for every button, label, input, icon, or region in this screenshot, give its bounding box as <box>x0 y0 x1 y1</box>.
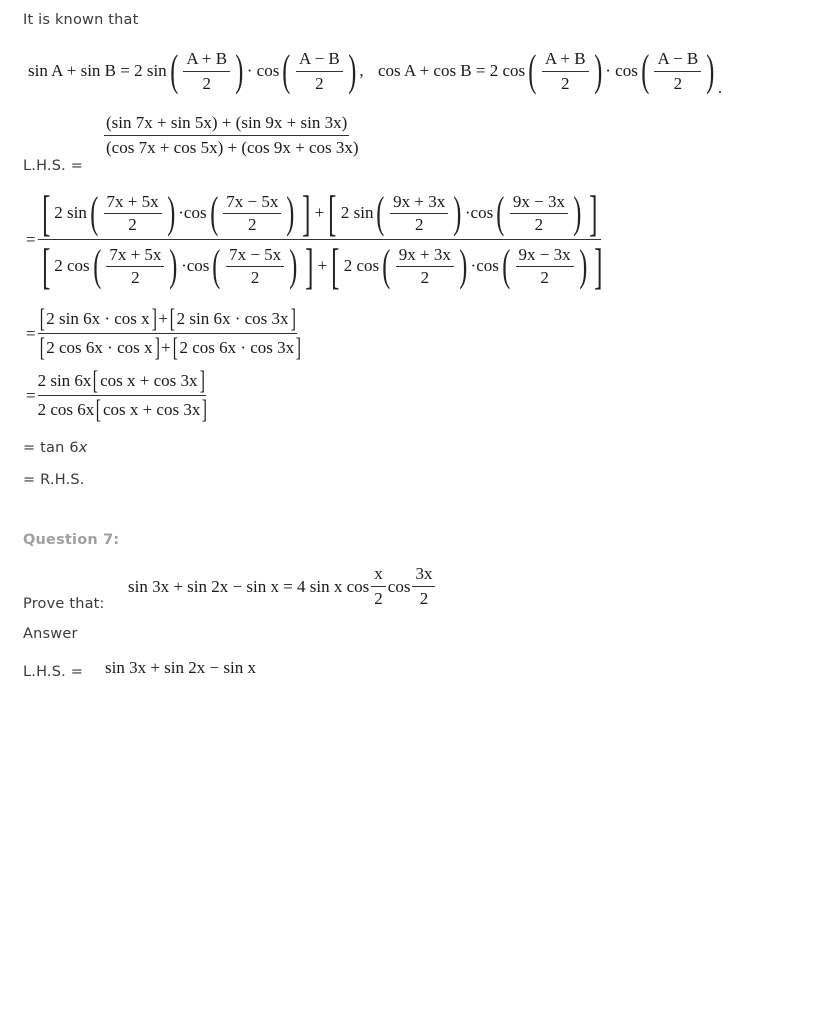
frac-num: A + B <box>183 49 230 72</box>
equals-sign: = <box>26 323 36 343</box>
frac-num: 9x − 3x <box>510 192 568 214</box>
step1-numerator: (sin 7x + sin 5x) + (sin 9x + sin 3x) <box>104 113 349 136</box>
frac-num: 7x + 5x <box>104 192 162 214</box>
frac-den: 2 <box>560 73 570 93</box>
step4-denominator: 2 cos 6x [ cos x + cos 3x ] <box>37 395 208 424</box>
question-heading: Question 7: <box>23 532 120 548</box>
identity-sin-lhs: sin A + sin B = 2 sin <box>28 61 167 80</box>
plus: + <box>317 256 328 275</box>
frac-num: 7x + 5x <box>106 245 164 267</box>
lhs-label: L.H.S. = <box>23 158 84 174</box>
frac-num: 9x + 3x <box>396 245 454 267</box>
plus: + <box>314 203 325 222</box>
cos-fn: · cos <box>605 61 638 80</box>
question7-statement <box>128 564 437 609</box>
frac-num: 7x − 5x <box>226 245 284 267</box>
plus: + <box>161 338 171 357</box>
frac-den: 2 <box>374 589 383 608</box>
fn: 2 sin <box>340 203 374 222</box>
answer-label: Answer <box>23 626 78 642</box>
term: 2 cos 6x · cos 3x <box>179 338 295 357</box>
step4 <box>26 368 209 423</box>
lhs-expression-q7: sin 3x + sin 2x − sin x <box>105 658 256 677</box>
frac-den: 2 <box>540 267 549 287</box>
term: cos x + cos 3x <box>102 400 201 419</box>
lhs-label-q7: L.H.S. = <box>23 664 84 680</box>
frac-num: x <box>371 564 386 587</box>
frac-den: 2 <box>131 267 140 287</box>
fn: 2 cos <box>343 256 380 275</box>
frac-den: 2 <box>419 589 429 608</box>
step2-numerator: [ 2 sin ( $\frac{7x + 5x}{2}$ ) ·cos ( $\frac{7x - 5x}{2}$ ) ] + [ 2 sin ( $\frac{9x + 3x}{2}$ ) ·cos ( $\frac{9x - 3x}{2}$ ) ] <box>38 188 602 240</box>
frac-den: 2 <box>420 267 430 287</box>
separator: , <box>359 61 364 80</box>
variable: x <box>78 440 88 456</box>
step3 <box>26 306 303 361</box>
frac-den: 2 <box>673 73 683 93</box>
frac-den: 2 <box>534 214 544 234</box>
fn: ·cos <box>464 203 494 222</box>
step2 <box>26 185 607 294</box>
step5-result <box>23 440 88 456</box>
frac-num: 9x + 3x <box>390 192 448 214</box>
fn: ·cos <box>470 256 499 275</box>
plus: + <box>158 309 168 328</box>
identity-sum-cos: cos A + cos B = 2 cos ( $\frac{A + B}{2}$ ) · cos ( $\frac{A - B}{2}$ ) . <box>378 46 723 97</box>
frac-den: 2 <box>315 73 324 93</box>
cos-fn: cos <box>387 576 411 596</box>
fn: ·cos <box>178 203 207 222</box>
term: 2 sin 6x · cos 3x <box>176 309 289 328</box>
frac-den: 2 <box>128 214 137 234</box>
frac-num: A − B <box>654 49 701 72</box>
frac-num: A + B <box>542 49 589 72</box>
fn: 2 cos <box>54 256 90 275</box>
step3-denominator: [ 2 cos 6x · cos x ] + [ 2 cos 6x · cos 3x ] <box>39 333 302 362</box>
statement-lhs: sin 3x + sin 2x − sin x = 4 sin x cos <box>128 576 370 596</box>
term: 2 cos 6x · cos x <box>46 338 153 357</box>
identity-cos-lhs: cos A + cos B = 2 cos <box>378 61 526 80</box>
intro-text: It is known that <box>23 12 139 28</box>
term: 2 sin 6x · cos x <box>46 309 150 328</box>
period: . <box>717 78 723 97</box>
frac-den: 2 <box>202 73 211 93</box>
term: cos x + cos 3x <box>100 371 198 390</box>
frac-den: 2 <box>250 267 260 287</box>
frac-num: 9x − 3x <box>516 245 574 267</box>
step4-numerator: 2 sin 6x [ cos x + cos 3x ] <box>37 366 205 395</box>
identity-sum-sin: sin A + sin B = 2 sin ( $\frac{A + B}{2}$ ) · cos ( $\frac{A - B}{2}$ ) , <box>28 46 364 95</box>
prove-label: Prove that: <box>23 596 105 612</box>
term: 2 sin 6x <box>37 371 92 390</box>
fn: 2 sin <box>54 203 87 222</box>
frac-num: 7x − 5x <box>223 192 281 214</box>
step2-denominator: [ 2 cos ( $\frac{7x + 5x}{2}$ ) ·cos ( $\frac{7x - 5x}{2}$ ) ] + [ 2 cos ( $\frac{9x + 3x}{2}$ ) ·cos ( $\frac{9x - 3x}{2}$ ) ] <box>41 238 603 294</box>
step1-denominator: (cos 7x + cos 5x) + (cos 9x + cos 3x) <box>106 138 359 157</box>
frac-den: 2 <box>414 214 424 234</box>
fn: ·cos <box>181 256 210 275</box>
step6-rhs: = R.H.S. <box>23 472 85 488</box>
frac-num: A − B <box>296 49 343 72</box>
equals-sign: = <box>26 229 36 249</box>
cos-fn: · cos <box>246 61 280 80</box>
equals-sign: = <box>26 385 36 405</box>
frac-num: 3x <box>412 564 435 587</box>
step1-fraction <box>104 113 361 158</box>
step3-numerator: [ 2 sin 6x · cos x ] + [ 2 sin 6x · cos 3x ] <box>39 304 296 333</box>
frac-den: 2 <box>248 214 257 234</box>
term: 2 cos 6x <box>37 400 95 419</box>
step5-text: = tan 6 <box>23 440 79 456</box>
